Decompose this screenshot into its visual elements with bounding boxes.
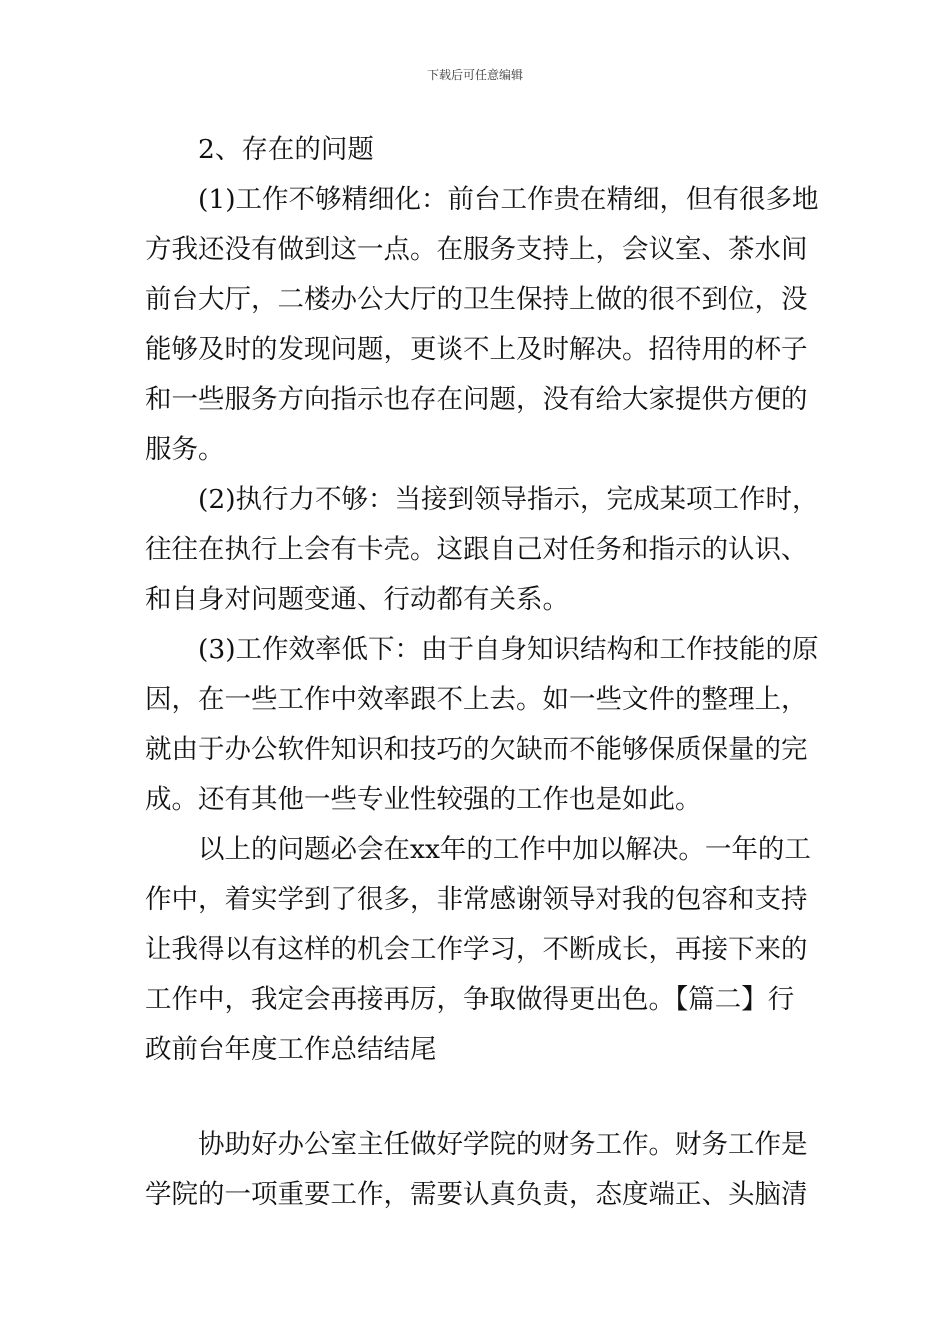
paragraph-line: 因，在一些工作中效率跟不上去。如一些文件的整理上， xyxy=(145,684,808,715)
paragraph-line: 能够及时的发现问题，更谈不上及时解决。招待用的杯子 xyxy=(145,334,808,365)
download-editable-note: 下载后可任意编辑 xyxy=(426,68,523,82)
paragraph-line: 和自身对问题变通、行动都有关系。 xyxy=(145,584,569,615)
paragraph-line: 作中，着实学到了很多，非常感谢领导对我的包容和支持 xyxy=(145,884,808,915)
paragraph-line: (1)工作不够精细化：前台工作贵在精细，但有很多地 xyxy=(198,184,819,215)
paragraph-line: 以上的问题必会在xx年的工作中加以解决。一年的工 xyxy=(198,834,811,865)
paragraph-line: 就由于办公软件知识和技巧的欠缺而不能够保质保量的完 xyxy=(145,734,808,765)
paragraph-line: 方我还没有做到这一点。在服务支持上，会议室、茶水间 xyxy=(145,234,808,265)
paragraph-line: 和一些服务方向指示也存在问题，没有给大家提供方便的 xyxy=(145,384,808,415)
paragraph-line: (3)工作效率低下：由于自身知识结构和工作技能的原 xyxy=(198,634,819,665)
paragraph-line: 往往在执行上会有卡壳。这跟自己对任务和指示的认识、 xyxy=(145,534,808,565)
section-heading: 2、存在的问题 xyxy=(198,134,374,165)
paragraph-line: 工作中，我定会再接再厉，争取做得更出色。【篇二】行 xyxy=(145,984,795,1015)
paragraph-line: 学院的一项重要工作，需要认真负责，态度端正、头脑清 xyxy=(145,1179,808,1210)
paragraph-line: 协助好办公室主任做好学院的财务工作。财务工作是 xyxy=(198,1129,808,1160)
paragraph-line: 让我得以有这样的机会工作学习，不断成长，再接下来的 xyxy=(145,934,808,965)
paragraph-line: (2)执行力不够：当接到领导指示，完成某项工作时， xyxy=(198,484,819,515)
paragraph-line: 前台大厅，二楼办公大厅的卫生保持上做的很不到位，没 xyxy=(145,284,808,315)
paragraph-line: 政前台年度工作总结结尾 xyxy=(145,1034,437,1065)
paragraph-line: 服务。 xyxy=(145,434,225,465)
paragraph-line: 成。还有其他一些专业性较强的工作也是如此。 xyxy=(145,784,702,815)
